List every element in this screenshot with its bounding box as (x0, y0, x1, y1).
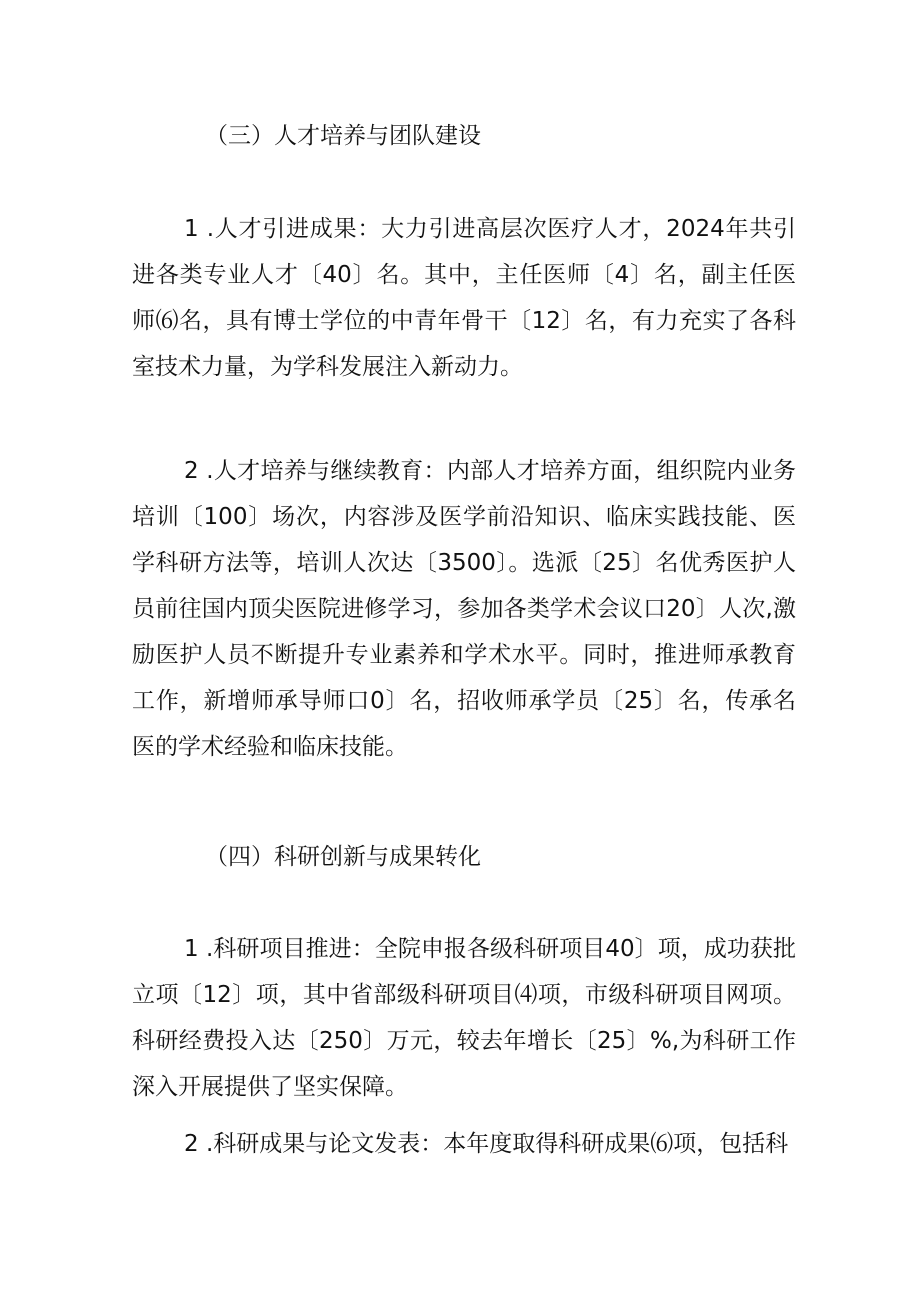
paragraph-talent-training: 2 .人才培养与继续教育：内部人才培养方面，组织院内业务培训〔100〕场次，内容涉及医学前沿知识、临床实践技能、医学科研方法等，培训人次达〔3500〕。选派〔25〕名优秀医护人员前往国内顶尖医院进修学习，参加各类学术会议口20〕人次,激励医护人员不断提升专业素养和学术水平。同时，推进师承教育工作，新增师承导师口0〕名，招收师承学员〔25〕名，传承名医的学术经验和临床技能。 (132, 458, 796, 760)
paragraph-research-projects: 1 .科研项目推进：全院申报各级科研项目40〕项，成功获批立项〔12〕项，其中省部级科研项目⑷项，市级科研项目网项。科研经费投入达〔250〕万元，较去年增长〔25〕%,为科研工作深入开展提供了坚实保障。 (132, 936, 796, 1100)
section-heading-talent: （三）人才培养与团队建设 (205, 123, 481, 149)
paragraph-research-results: 2 .科研成果与论文发表：本年度取得科研成果⑹项，包括科 (184, 1131, 789, 1157)
section-heading-research: （四）科研创新与成果转化 (205, 844, 481, 870)
paragraph-talent-recruitment: 1 .人才引进成果：大力引进高层次医疗人才，2024年共引进各类专业人才〔40〕名。其中，主任医师〔4〕名，副主任医师⑹名，具有博士学位的中青年骨干〔12〕名，有力充实了各科室技术力量，为学科发展注入新动力。 (132, 216, 796, 380)
